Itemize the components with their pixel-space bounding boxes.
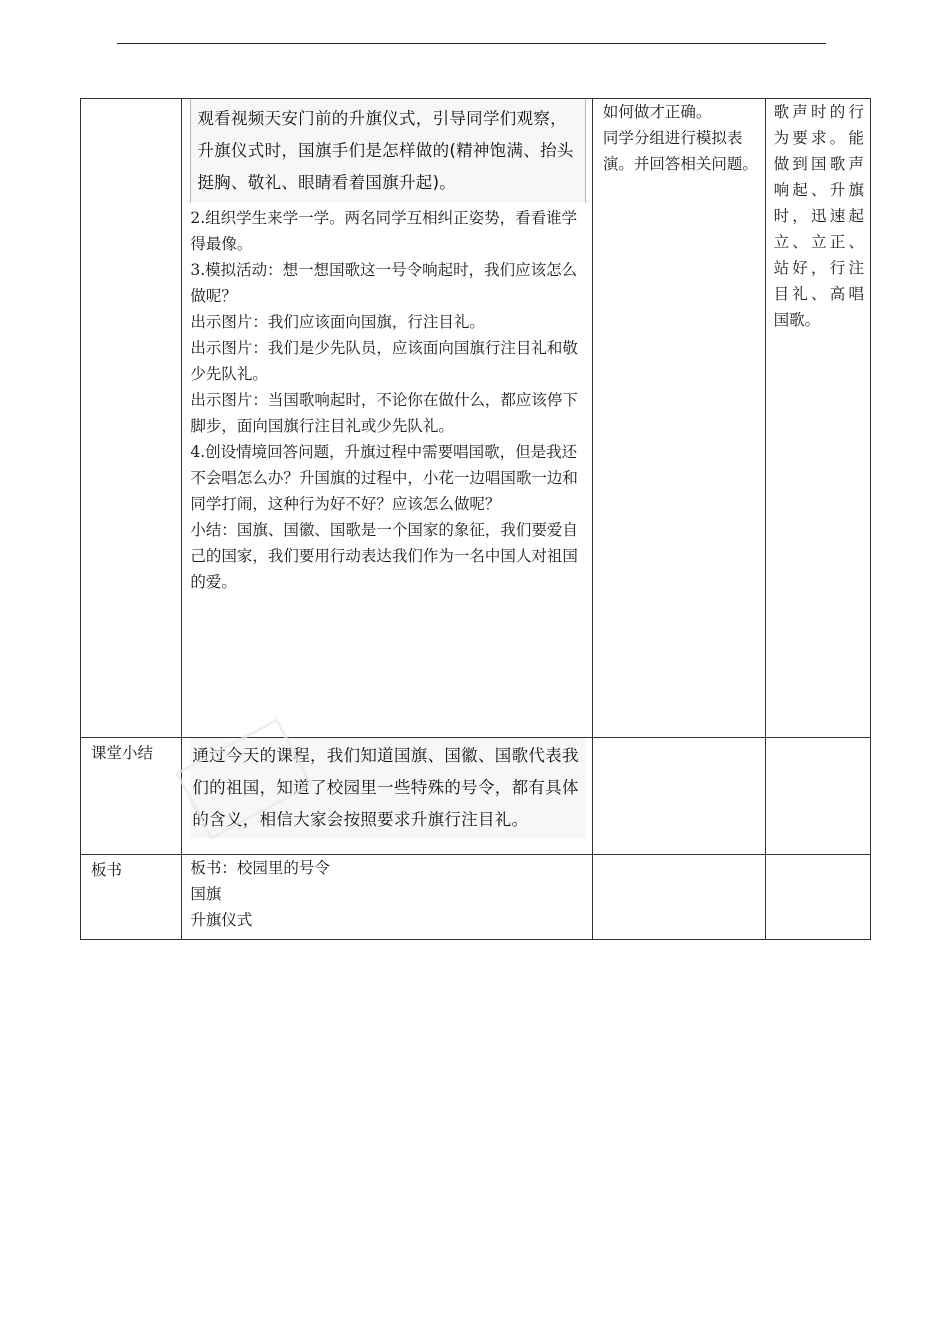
summary-cell: [182, 738, 593, 855]
summary-empty-cell: [592, 738, 765, 855]
student-activity-cell: 如何做才正确。 同学分组进行模拟表演。并回答相关问题。: [592, 99, 765, 738]
board-line: 国旗: [190, 885, 222, 903]
summary-image-text: 通过今天的课程，我们知道国旗、国徽、国歌代表我们的祖国，知道了校园里一些特殊的号令，都有具体的含义，相信大家会按照要求升旗行注目礼。: [190, 738, 586, 838]
process-paragraph: 出示图片：当国歌响起时，不论你在做什么，都应该停下脚步，面向国旗行注目礼或少先队礼。: [190, 391, 578, 435]
process-paragraph: 3.模拟活动：想一想国歌这一号令响起时，我们应该怎么做呢？: [190, 261, 578, 305]
row-label-summary: 课堂小结: [81, 738, 182, 855]
process-paragraph: 出示图片：我们是少先队员，应该面向国旗行注目礼和敬少先队礼。: [190, 339, 578, 383]
row-label-activity: [81, 99, 182, 738]
board-line: 升旗仪式: [190, 911, 253, 929]
table-row-board: [81, 855, 871, 940]
design-intent-cell: 歌声时的行为要求。能做到国歌声响起、升旗时，迅速起立、立正、站好，行注目礼、高唱国歌。: [765, 99, 870, 738]
board-cell: [182, 855, 593, 940]
board-empty-cell: [765, 855, 870, 940]
table-row-summary: [81, 738, 871, 855]
lesson-plan-table: [80, 98, 871, 940]
teaching-process-cell: [182, 99, 593, 738]
process-paragraph: 2.组织学生来学一学。两名同学互相纠正姿势，看看谁学得最像。: [190, 209, 578, 253]
board-line: 板书：校园里的号令: [190, 859, 330, 877]
header-rule: [117, 43, 826, 44]
process-paragraph: 出示图片：我们应该面向国旗，行注目礼。: [190, 313, 485, 331]
board-empty-cell: [592, 855, 765, 940]
process-paragraph: 4.创设情境回答问题，升旗过程中需要唱国歌，但是我还不会唱怎么办？升国旗的过程中，小花一边唱国歌一边和同学打闹，这种行为好不好？应该怎么做呢？: [190, 443, 578, 513]
video-observation-image-text: 观看视频天安门前的升旗仪式，引导同学们观察，升旗仪式时，国旗手们是怎样做的(精神饱满、抬头挺胸、敬礼、眼睛看着国旗升起)。: [190, 99, 586, 203]
row-label-board: 板书: [81, 855, 182, 940]
summary-empty-cell: [765, 738, 870, 855]
table-row-activity: [81, 99, 871, 738]
process-paragraph: 小结：国旗、国徽、国歌是一个国家的象征，我们要爱自己的国家，我们要用行动表达我们作为一名中国人对祖国的爱。: [190, 521, 578, 591]
